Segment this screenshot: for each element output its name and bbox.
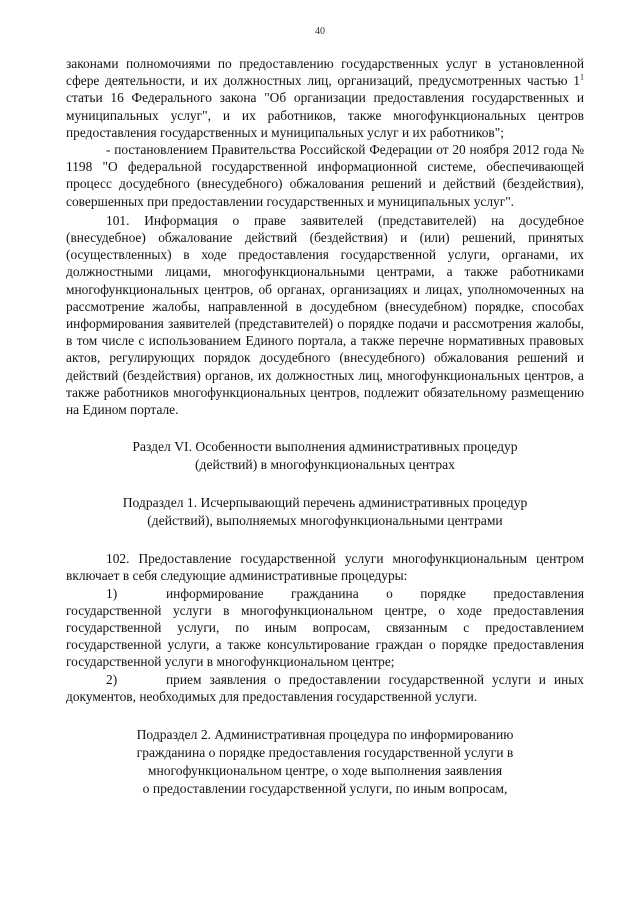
paragraph-continuation-text: законами полномочиями по предоставлению государственных услуг в установленной сфере деятельности, и их должностных лиц, организаций, предусмотренных частью 1 [66, 56, 584, 89]
subsection-2-heading-line2: гражданина о порядке предоставления государственной услуги в [136, 745, 514, 761]
subsection-2-heading-line3: многофункциональном центре, о ходе выполнения заявления [147, 763, 503, 779]
section-6-heading [66, 438, 584, 474]
list-item [66, 585, 584, 671]
paragraph-102: 102. Предоставление государственной услуги многофункциональным центром включает в себя следующие административные процедуры: [66, 551, 584, 584]
list-item [66, 671, 584, 705]
subsection-1-heading [66, 494, 584, 530]
subsection-2-heading-line4: о предоставлении государственной услуги, по иным вопросам, [142, 781, 508, 797]
section-6-heading-line2: (действий) в многофункциональных центрах [195, 457, 455, 473]
subsection-1-heading-line1: Подраздел 1. Исчерпывающий перечень административных процедур [122, 495, 528, 511]
paragraph-continuation [66, 55, 584, 141]
paragraph-decree-1198: - постановлением Правительства Российской Федерации от 20 ноября 2012 года № 1198 "О федеральной государственной информационной системе, обеспечивающей процесс досудебного (внесудебного) обжалования решений и действий (бездействия), совершенных при предоставлении государственных и муниципальных услуг". [66, 142, 584, 209]
list-item-number: 2) [106, 671, 118, 687]
subsection-1-heading-line2: (действий), выполняемых многофункциональными центрами [147, 513, 503, 529]
superscript: 1 [580, 72, 584, 82]
document-body [66, 55, 584, 798]
subsection-2-heading-line1: Подраздел 2. Административная процедура по информированию [136, 727, 514, 743]
subsection-2-heading [66, 726, 584, 798]
paragraph-101: 101. Информация о праве заявителей (представителей) на досудебное (внесудебное) обжалование действий (бездействия) и (или) решений, принятых (осуществленных) в ходе предоставления государственной услуги, органами, их должностными лицами, многофункциональными центрами, а также работниками многофункциональных центров, об органах, организациях и лицах, уполномоченных на рассмотрение жалобы, направленной в досудебном (внесудебном) порядке, способах информирования заявителей (представителей) о порядке подачи и рассмотрения жалобы, в том числе с использованием Единого портала, а также перечне нормативных правовых актов, регулирующих порядок досудебного (внесудебного) обжалования решений и действий (бездействия) органов, их должностных лиц, многофункциональных центров, а также работников многофункциональных центров, подлежит обязательному размещению на Едином портале. [66, 212, 584, 418]
list-item-text: прием заявления о предоставлении государственной услуги и иных документов, необходимых для предоставления государственной услуги. [66, 671, 584, 704]
list-item-text: информирование гражданина о порядке предоставления государственной услуги в многофункциональном центре, о ходе предоставления государственной услуги, по иным вопросам, связанным с предоставлением государственной услуги, а также консультирование граждан о порядке предоставления государственной услуги в многофункциональном центре; [66, 585, 584, 670]
paragraph-continuation-rest: статьи 16 Федерального закона "Об организации предоставления государственных и муниципальных услуг", и их работников, также многофункциональных центров предоставления государственных и муниципальных услуг и их работников"; [66, 90, 584, 140]
list-item-number: 1) [106, 585, 118, 601]
page-number: 40 [315, 26, 325, 37]
section-6-heading-line1: Раздел VI. Особенности выполнения административных процедур [132, 439, 518, 455]
